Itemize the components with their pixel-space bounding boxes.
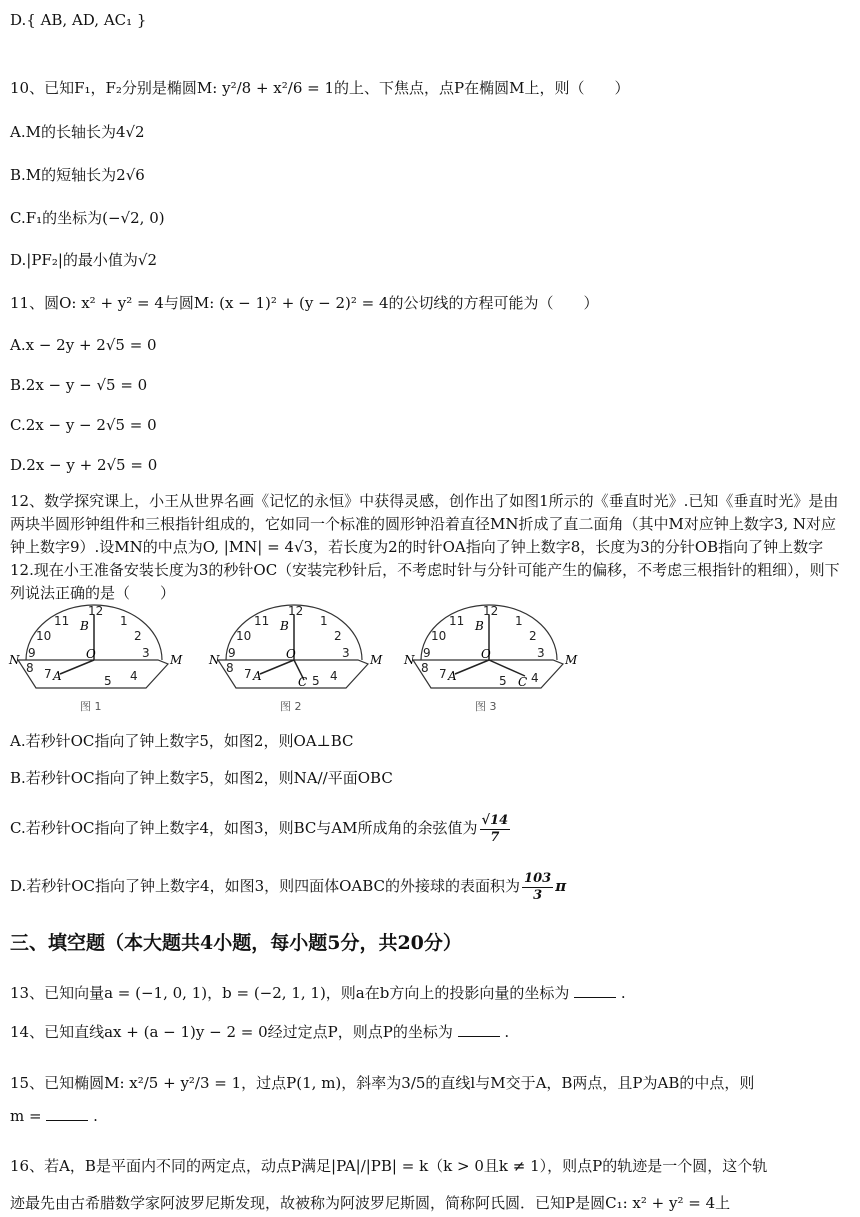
fig2-num-2: 2	[334, 629, 342, 643]
q14-tail: .	[504, 1023, 510, 1041]
fig3-num-3: 3	[537, 646, 545, 660]
frac-numerator: √14	[481, 812, 509, 828]
fig3-num-11: 11	[449, 614, 465, 628]
fig2-num-9: 9	[228, 646, 236, 660]
q10-stem: 10、已知F₁，F₂分别是椭圆M: y²/8 + x²/6 = 1的上、下焦点，点P在椭圆M上，则（ ）	[10, 79, 630, 97]
pi-symbol: π	[555, 877, 567, 895]
fig3-label-a: A	[448, 669, 457, 683]
q9-option-d: D.{ AB, AD, AC₁ }	[10, 11, 147, 29]
q16-line2: 迹最先由古希腊数学家阿波罗尼斯发现，故被称为阿波罗尼斯圆，简称阿氏圆．已知P是圆C₁: x² + y² = 4上	[10, 1194, 731, 1212]
clock-figure-2	[208, 604, 383, 713]
fig2-label-a: A	[253, 669, 262, 683]
fig2-num-8: 8	[226, 661, 234, 675]
fig2-caption: 图 2	[280, 700, 302, 713]
q15-tail: .	[93, 1107, 98, 1125]
q12-stem: 12、数学探究课上，小王从世界名画《记忆的永恒》中获得灵感，创作出了如图1所示的《垂直时光》.已知《垂直时光》是由两块半圆形钟组件和三根指针组成的，它如同一个标准的圆形钟沿着直径MN折成了直二面角（其中M对应钟上数字3, N对应钟上数字9）.设MN的中点为O, |MN| = 4√3，若长度为2的时针OA指向了钟上数字8，长度为3的分针OB指向了钟上数字12.现在小王准备安装长度为3的秒针OC（安装完秒针后，不考虑时针与分针可能产生的偏移，不考虑三根指针的粗细），则下列说法正确的是（ ）	[10, 492, 840, 602]
q12-option-c-text: C.若秒针OC指向了钟上数字4，如图3，则BC与AM所成角的余弦值为	[10, 819, 478, 837]
fig3-label-m: M	[565, 653, 578, 667]
fig1-label-b: B	[80, 619, 89, 633]
fig3-label-o: O	[481, 647, 491, 661]
fig2-num-5: 5	[312, 674, 320, 688]
q12-option-c-fraction	[480, 813, 511, 846]
fig2-num-11: 11	[254, 614, 270, 628]
fig1-num-4: 4	[130, 669, 138, 683]
fig3-num-7: 7	[439, 667, 447, 681]
q13-text: 13、已知向量a = (−1, 0, 1)，b = (−2, 1, 1)，则a在b方向上的投影向量的坐标为	[10, 984, 570, 1002]
fig3-num-4: 4	[531, 671, 539, 685]
fig2-num-10: 10	[236, 629, 252, 643]
q10-option-a: A.M的长轴长为4√2	[10, 123, 145, 141]
q10-option-b: B.M的短轴长为2√6	[10, 166, 145, 184]
q15-line1: 15、已知椭圆M: x²/5 + y²/3 = 1，过点P(1, m)，斜率为3/5的直线l与M交于A，B两点，且P为AB的中点，则	[10, 1074, 755, 1092]
fig3-num-1: 1	[515, 614, 523, 628]
q11-option-b: B.2x − y − √5 = 0	[10, 376, 148, 394]
fig3-num-9: 9	[423, 646, 431, 660]
fig3-num-10: 10	[431, 629, 447, 643]
q11-option-d: D.2x − y + 2√5 = 0	[10, 456, 158, 474]
q10-option-c: C.F₁的坐标为(−√2, 0)	[10, 209, 165, 227]
section-heading: 三、填空题（本大题共4小题，每小题5分，共20分）	[10, 932, 462, 954]
q11-stem: 11、圆O: x² + y² = 4与圆M: (x − 1)² + (y − 2)² = 4的公切线的方程可能为（ ）	[10, 294, 599, 312]
q14	[10, 1022, 509, 1042]
fig1-num-2: 2	[134, 629, 142, 643]
fig2-num-1: 1	[320, 614, 328, 628]
fig3-label-b: B	[475, 619, 484, 633]
fig3-label-c: C	[518, 675, 528, 689]
fig2-label-c: C	[298, 675, 308, 689]
fig1-label-n: N	[9, 653, 20, 667]
q12-option-b: B.若秒针OC指向了钟上数字5，如图2，则NA//平面OBC	[10, 769, 393, 787]
clock-figure-1	[8, 604, 183, 713]
fig3-num-5: 5	[499, 674, 507, 688]
fig2-num-12: 12	[288, 604, 304, 618]
fig1-label-m: M	[170, 653, 183, 667]
fig1-num-9: 9	[28, 646, 36, 660]
fig2-num-7: 7	[244, 667, 252, 681]
fig3-num-8: 8	[421, 661, 429, 675]
q14-text: 14、已知直线ax + (a − 1)y − 2 = 0经过定点P，则点P的坐标为	[10, 1023, 453, 1041]
fig2-num-3: 3	[342, 646, 350, 660]
frac-denominator: 3	[533, 887, 543, 903]
q13	[10, 983, 626, 1003]
q15-m-equals: m =	[10, 1107, 42, 1125]
fig2-num-4: 4	[330, 669, 338, 683]
q12-option-d-text: D.若秒针OC指向了钟上数字4，如图3，则四面体OABC的外接球的表面积为	[10, 877, 521, 895]
fig2-label-o: O	[286, 647, 296, 661]
q12-option-d-fraction	[522, 871, 553, 904]
q11-option-c: C.2x − y − 2√5 = 0	[10, 416, 157, 434]
fig2-label-b: B	[280, 619, 289, 633]
fig1-num-12: 12	[88, 604, 104, 618]
frac-numerator: 103	[524, 870, 552, 886]
fig1-num-7: 7	[44, 667, 52, 681]
q14-answer-blank[interactable]	[458, 1022, 500, 1037]
q12-figures	[8, 600, 578, 720]
fig1-num-11: 11	[54, 614, 70, 628]
q13-answer-blank[interactable]	[574, 983, 616, 998]
fig2-label-m: M	[370, 653, 383, 667]
fig2-label-n: N	[209, 653, 220, 667]
frac-denominator: 7	[490, 829, 500, 845]
fig1-label-a: A	[53, 669, 62, 683]
fig1-num-8: 8	[26, 661, 34, 675]
q12-option-a: A.若秒针OC指向了钟上数字5，如图2，则OA⊥BC	[10, 732, 354, 750]
fig1-num-5: 5	[104, 674, 112, 688]
q10-option-d: D.|PF₂|的最小值为√2	[10, 251, 157, 269]
fig3-num-12: 12	[483, 604, 499, 618]
q12-option-c	[10, 808, 512, 848]
q12-option-d	[10, 866, 566, 906]
q15-line2	[10, 1106, 98, 1126]
q13-tail: .	[620, 984, 626, 1002]
fig1-num-3: 3	[142, 646, 150, 660]
fig3-label-n: N	[404, 653, 415, 667]
clock-figure-3	[403, 604, 578, 713]
fig1-caption: 图 1	[80, 700, 102, 713]
fig3-num-2: 2	[529, 629, 537, 643]
q15-answer-blank[interactable]	[46, 1106, 88, 1121]
fig1-num-10: 10	[36, 629, 52, 643]
fig1-num-1: 1	[120, 614, 128, 628]
q16-line1: 16、若A，B是平面内不同的两定点，动点P满足|PA|/|PB| = k（k > 0且k ≠ 1），则点P的轨迹是一个圆，这个轨	[10, 1157, 768, 1175]
q11-option-a: A.x − 2y + 2√5 = 0	[10, 336, 157, 354]
fig3-caption: 图 3	[475, 700, 497, 713]
fig1-label-o: O	[86, 647, 96, 661]
